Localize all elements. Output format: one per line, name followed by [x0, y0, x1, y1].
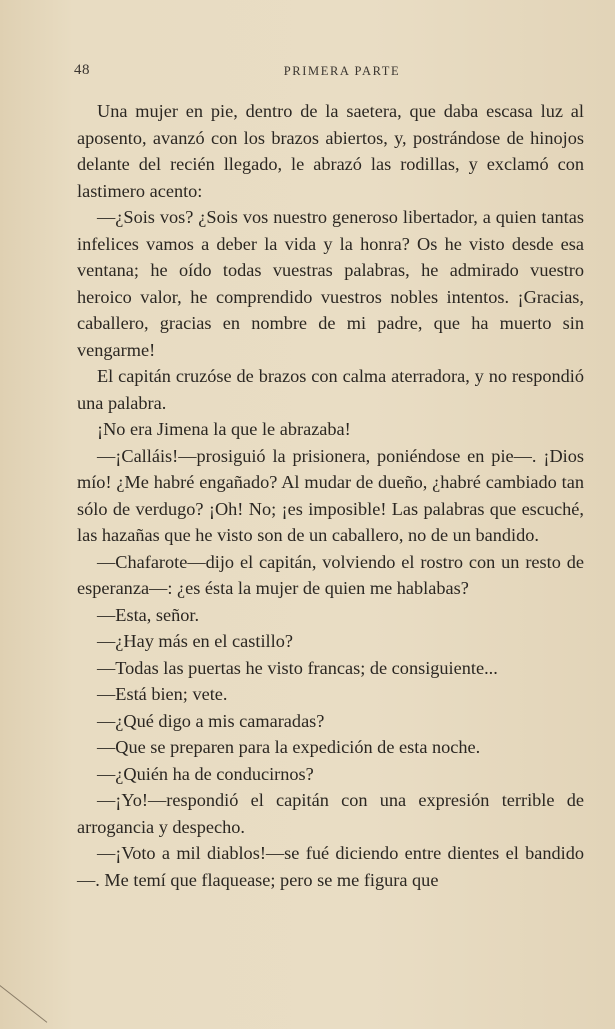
paragraph: —¡Voto a mil diablos!—se fué diciendo entre dientes el bandido—. Me temí que flaquease; pero se me figura que — [77, 843, 584, 890]
paragraph: Una mujer en pie, dentro de la saetera, que daba escasa luz al aposento, avanzó con los brazos abiertos, y, postrándose de hinojos delante del recién llegado, le abrazó las rodillas, y exclamó con lastimero acento: — [77, 101, 584, 201]
paragraph: ¡No era Jimena la que le abrazaba! — [97, 419, 351, 439]
paragraph: —¿Hay más en el castillo? — [97, 631, 293, 651]
paragraph: —Que se preparen para la expedición de esta noche. — [97, 737, 481, 757]
paragraph: —¡Calláis!—prosiguió la prisionera, poniéndose en pie—. ¡Dios mío! ¿Me habré engañado? Al mudar de dueño, ¿habré cambiado tan sólo de verdugo? ¡Oh! No; ¡es imposible! Las palabras que escuché, las hazañas que he visto son de un caballero, no de un bandido. — [77, 445, 584, 545]
paragraph: —Chafarote—dijo el capitán, volviendo el rostro con un resto de esperanza—: ¿es ésta la mujer de quien me hablabas? — [77, 551, 584, 598]
page-header — [74, 62, 584, 84]
page-number: 48 — [74, 62, 90, 78]
paragraph: —Esta, señor. — [97, 604, 200, 625]
paragraph: El capitán cruzóse de brazos con calma aterradora, y no respondió una palabra. — [77, 366, 584, 413]
paragraph: —¿Sois vos? ¿Sois vos nuestro generoso libertador, a quien tantas infelices vamos a deber la vida y la honra? Os he visto desde esa ventana; he oído todas vuestras palabras, he admirado vuestro heroico valor, he comprendido vuestros nobles intentos. ¡Gracias, caballero, gracias en nombre de mi padre, que ha muerto sin vengarme! — [77, 207, 584, 360]
paragraph: —Todas las puertas he visto francas; de consiguiente... — [97, 657, 498, 678]
body-text — [77, 98, 584, 893]
paragraph: —¡Yo!—respondió el capitán con una expresión terrible de arrogancia y despecho. — [77, 790, 584, 837]
paragraph: —¿Qué digo a mis camaradas? — [97, 710, 325, 731]
paragraph: —¿Quién ha de conducirnos? — [97, 763, 314, 784]
paragraph: —Está bien; vete. — [97, 684, 228, 704]
page-corner-crease — [0, 985, 47, 1023]
running-head: PRIMERA PARTE — [283, 64, 401, 78]
